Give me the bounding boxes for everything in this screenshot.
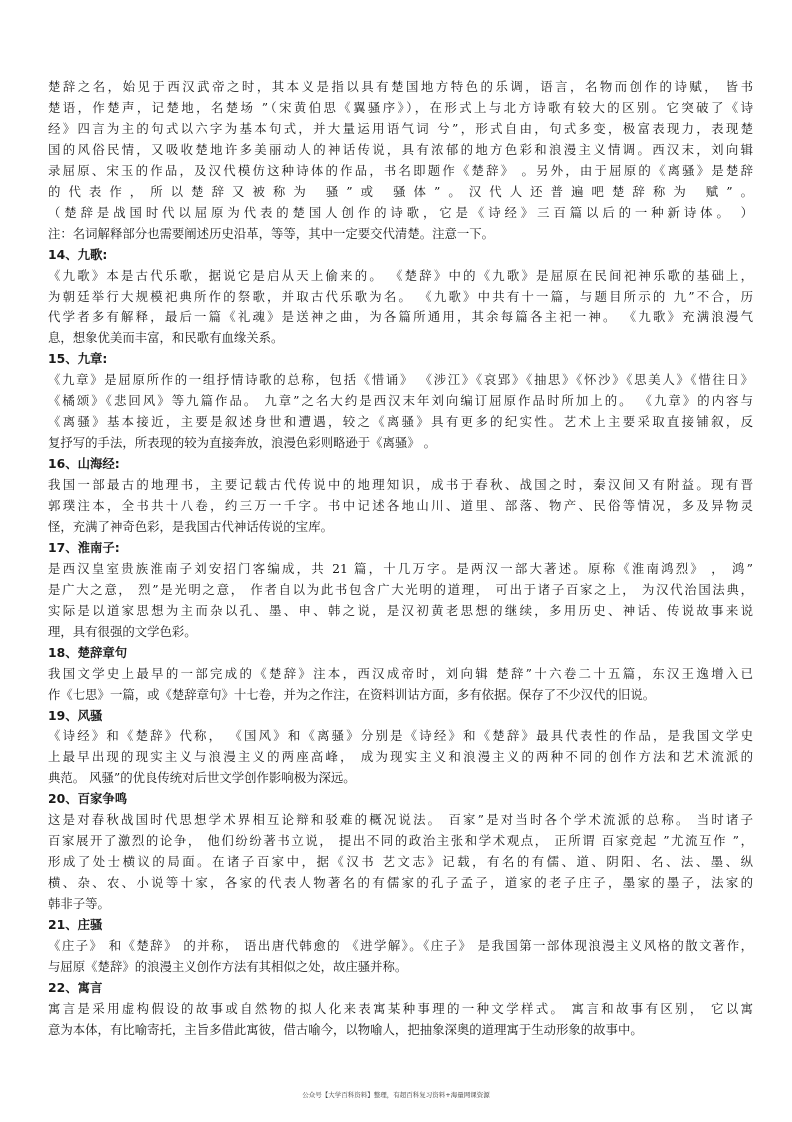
section-heading: 16、山海经: bbox=[48, 456, 120, 472]
section-heading: 22、寓言 bbox=[48, 979, 103, 995]
text-line: 典范。 风骚”的优良传统对后世文学创作影响极为深远。 bbox=[48, 770, 356, 786]
text-line: 代学者多有解释，最后一篇《礼魂》是送神之曲，为各篇所通用，其余每篇各主祀一神。 《九歌》充满浪漫气 bbox=[48, 309, 753, 325]
text-line: 《九歌》本是古代乐歌，据说它是启从天上偷来的。 《楚辞》中的《九歌》是屈原在民间祀神乐歌的基础上， bbox=[48, 267, 753, 283]
text-line: 我国一部最古的地理书，主要记载古代传说中的地理知识，成书于春秋、战国之时，秦汉间又有附益。现有晋 bbox=[48, 477, 753, 493]
text-line: 意为本体，有比喻寄托，主旨多借此寓彼，借古喻今，以物喻人，把抽象深奥的道理寓于生动形象的故事中。 bbox=[48, 1021, 643, 1037]
text-line: 复抒写的手法，所表现的较为直接奔放，浪漫色彩则略逊于《离骚》 。 bbox=[48, 435, 437, 451]
text-line: 的代表作，所以楚辞又被称为 骚”或 骚体”。汉代人还普遍吧楚辞称为 赋”。 bbox=[48, 183, 753, 199]
text-line: 韩非子等。 bbox=[48, 896, 110, 912]
text-line: 是广大之意， 烈”是光明之意， 作者自以为此书包含广大光明的道理， 可出于诸子百家之上， 为汉代治国法典， bbox=[48, 581, 753, 597]
text-line: 形成了处士横议的局面。在诸子百家中，据《汉书 艺文志》记载，有名的有儒、道、阴阳、名、法、墨、纵 bbox=[48, 854, 753, 870]
text-line: 注：名词解释部分也需要阐述历史沿革，等等，其中一定要交代清楚。注意一下。 bbox=[48, 225, 495, 241]
text-line: 《诗经》和《楚辞》代称， 《国风》和《离骚》分别是《诗经》和《楚辞》最具代表性的作品，是我国文学史 bbox=[48, 728, 753, 744]
text-line: 我国文学史上最早的一部完成的《楚辞》注本，西汉成帝时，刘向辑 楚辞”十六卷二十五篇，东汉王逸增入已 bbox=[48, 665, 753, 681]
text-line: 为朝廷举行大规模祀典所作的祭歌，并取古代乐歌为名。 《九歌》中共有十一篇，与题目所示的 九”不合，历 bbox=[48, 288, 753, 304]
text-line: 怪，充满了神奇色彩，是我国古代神话传说的宝库。 bbox=[48, 518, 333, 534]
text-line: 上最早出现的现实主义与浪漫主义的两座高峰， 成为现实主义和浪漫主义的两种不同的创作方法和艺术流派的 bbox=[48, 749, 753, 765]
text-line: 百家展开了激烈的论争， 他们纷纷著书立说， 提出不同的政治主张和学术观点， 正所谓 百家竞起 ”尤流互作 ”， bbox=[48, 833, 753, 849]
text-line: 《庄子》 和《楚辞》 的并称， 语出唐代韩愈的 《进学解》。《庄子》 是我国第一部体现浪漫主义风格的散文著作， bbox=[48, 937, 753, 953]
text-line: 理，具有很强的文学色彩。 bbox=[48, 623, 197, 639]
text-line: 楚辞之名，始见于西汉武帝之时，其本义是指以具有楚国地方特色的乐调，语言，名物而创作的诗赋， 皆书 bbox=[48, 79, 753, 94]
text-line: 郭璞注本，全书共十八卷，约三万一千字。书中记述各地山川、道里、部落、物产、民俗等情况，多及异物灵 bbox=[48, 498, 753, 513]
section-heading: 20、百家争鸣 bbox=[48, 791, 128, 807]
section-heading: 21、庄骚 bbox=[48, 917, 103, 932]
text-line: 国的风俗民情，又吸收楚地许多美丽动人的神话传说，具有浓郁的地方色彩和浪漫主义情调。西汉末，刘向辑 bbox=[48, 141, 753, 157]
page-footer: 公众号【大学百科资料】整理，有超百科复习资料+海量网课资源 bbox=[302, 1091, 490, 1099]
section-heading: 19、风骚 bbox=[48, 707, 103, 723]
text-line: 实际是以道家思想为主而杂以孔、墨、申、韩之说，是汉初黄老思想的继续，多用历史、神话、传说故事来说 bbox=[48, 602, 753, 618]
text-line: 录屈原、宋玉的作品，及汉代模仿这种诗体的作品，书名即题作《楚辞》 。另外，由于屈原的《离骚》是楚辞 bbox=[48, 162, 753, 178]
text-line: 《九章》是屈原所作的一组抒情诗歌的总称，包括《惜诵》 《涉江》《哀郢》《抽思》《怀沙》《思美人》《惜往日》 bbox=[48, 372, 753, 388]
section-heading: 18、楚辞章句 bbox=[48, 644, 128, 660]
text-line: 《橘颂》《悲回风》等九篇作品。 九章”之名大约是西汉末年刘向编订屈原作品时所加上的。 《九章》的内容与 bbox=[48, 393, 753, 409]
section-heading: 15、九章: bbox=[48, 351, 108, 367]
text-line: 寓言是采用虚构假设的故事或自然物的拟人化来表寓某种事理的一种文学样式。 寓言和故事有区别， 它以寓 bbox=[48, 1000, 753, 1016]
text-line: （楚辞是战国时代以屈原为代表的楚国人创作的诗歌，它是《诗经》三百篇以后的一种新诗体。 ） bbox=[48, 204, 753, 220]
text-line: 经》四言为主的句式以六字为基本句式，并大量运用语气词 兮”，形式自由，句式多变，极富表现力，表现楚 bbox=[48, 120, 753, 136]
text-line: 这是对春秋战国时代思想学术界相互论辩和驳难的概况说法。 百家”是对当时各个学术流派的总称。 当时诸子 bbox=[48, 812, 753, 828]
section-heading: 17、淮南子: bbox=[48, 539, 120, 555]
text-line: 楚语，作楚声，记楚地，名楚场 ”（宋黄伯思《翼骚序》），在形式上与北方诗歌有较大的区别。它突破了《诗 bbox=[48, 99, 753, 115]
text-line: 与屈原《楚辞》的浪漫主义创作方法有其相似之处，故庄骚并称。 bbox=[48, 958, 408, 974]
text-line: 作《七思》一篇，或《楚辞章句》十七卷，并为之作注，在资料训诂方面，多有依据。保存了不少汉代的旧说。 bbox=[48, 686, 656, 702]
text-line: 《离骚》基本接近，主要是叙述身世和遭遇，较之《离骚》具有更多的纪实性。艺术上主要采取直接铺叙，反 bbox=[48, 414, 753, 430]
text-line: 横、杂、农、小说等十家，各家的代表人物著名的有儒家的孔子孟子，道家的老子庄子，墨家的墨子，法家的 bbox=[48, 875, 753, 891]
text-line: 息，想象优美而丰富，和民歌有血缘关系。 bbox=[48, 330, 284, 346]
section-heading: 14、九歌: bbox=[48, 246, 108, 262]
text-line: 是西汉皇室贵族淮南子刘安招门客编成，共 21 篇，十几万字。是两汉一部大著述。原称《淮南鸿烈》 ， 鸿” bbox=[48, 560, 753, 576]
